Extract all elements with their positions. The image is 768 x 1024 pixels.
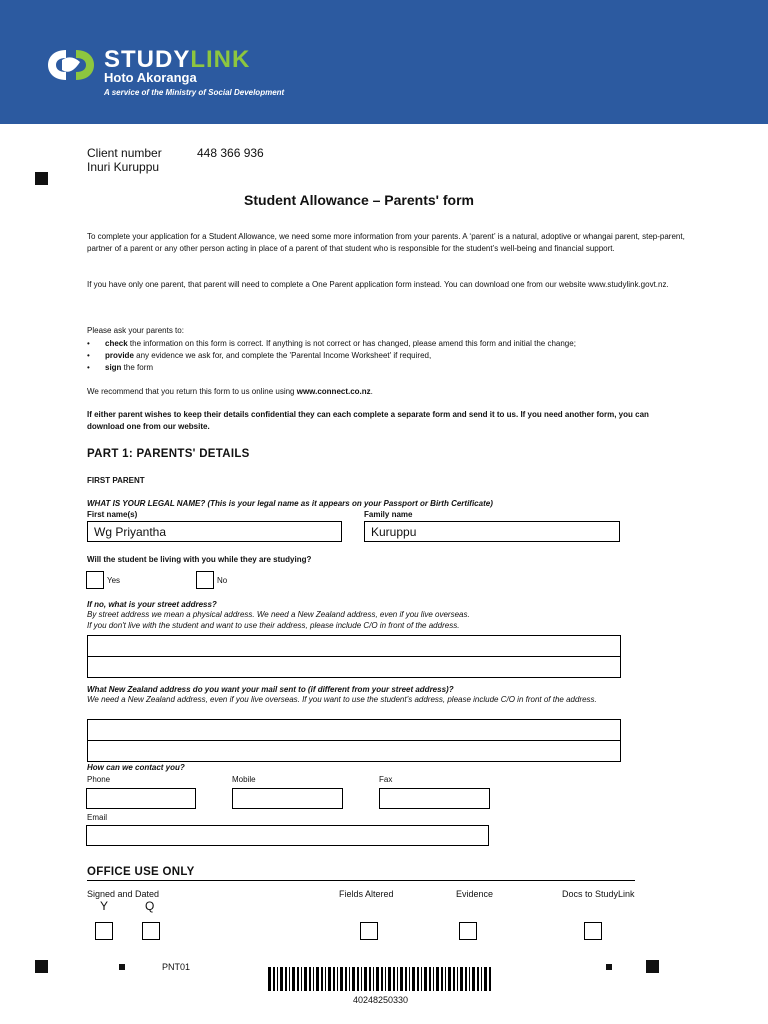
family-name-label: Family name: [364, 510, 413, 519]
barcode-bar: [340, 967, 343, 991]
mail-address-help: We need a New Zealand address, even if you live overseas. If you want to use the student’s address, please include C/O in front of the address.: [87, 695, 597, 704]
barcode-bar: [277, 967, 278, 991]
barcode-bar: [328, 967, 331, 991]
phone-field[interactable]: [86, 788, 196, 809]
barcode-bar: [297, 967, 299, 991]
barcode-bar: [273, 967, 275, 991]
barcode-bar: [477, 967, 479, 991]
list-item: • sign the form: [87, 363, 154, 372]
barcode-bar: [433, 967, 434, 991]
barcode-bar: [285, 967, 287, 991]
barcode-bar: [333, 967, 335, 991]
q-label: Q: [145, 899, 155, 913]
barcode-bar: [268, 967, 271, 991]
intro-paragraph: To complete your application for a Student Allowance, we need some more information from your parents. A ‘parent’ is a natural, adoptive or whangai parent, step-parent, partner of a parent or any other person acting in place of a parent of that student who is responsible for the student’s well-being and financial support.: [87, 232, 685, 253]
barcode-bar: [376, 967, 379, 991]
ask-parents-text: Please ask your parents to:: [87, 326, 184, 335]
barcode-bar: [364, 967, 367, 991]
office-use-heading: OFFICE USE ONLY: [87, 866, 195, 878]
family-name-field[interactable]: Kuruppu: [364, 521, 620, 542]
barcode-bar: [388, 967, 391, 991]
barcode-number: 40248250330: [352, 995, 409, 1005]
barcode-bar: [421, 967, 422, 991]
barcode-bar: [469, 967, 470, 991]
yes-checkbox[interactable]: [86, 571, 104, 589]
registration-mark: [646, 960, 659, 973]
docs-label: Docs to StudyLink: [562, 889, 635, 899]
barcode-bar: [448, 967, 451, 991]
recommend-text: We recommend that you return this form to us online using www.connect.co.nz.: [87, 387, 373, 396]
street-address-line2-field[interactable]: [87, 656, 621, 678]
form-code: PNT01: [162, 962, 191, 972]
page-title: Student Allowance – Parents' form: [244, 192, 474, 208]
barcode-bar: [429, 967, 431, 991]
barcode-bar: [472, 967, 475, 991]
yes-label: Yes: [107, 576, 121, 585]
barcode-bar: [304, 967, 307, 991]
barcode-bar: [405, 967, 407, 991]
connect-link[interactable]: www.connect.co.nz: [296, 387, 371, 396]
studylink-logo-icon: [48, 48, 94, 82]
fields-altered-checkbox[interactable]: [360, 922, 378, 940]
y-label: Y: [100, 899, 109, 913]
list-item: • provide any evidence we ask for, and complete the 'Parental Income Worksheet' if required,: [87, 351, 432, 360]
office-use-divider: [87, 880, 635, 881]
barcode-bar: [465, 967, 467, 991]
barcode-bar: [309, 967, 311, 991]
barcode-bar: [489, 967, 491, 991]
docs-checkbox[interactable]: [584, 922, 602, 940]
barcode-bar: [460, 967, 463, 991]
street-address-question: If no, what is your street address?: [87, 600, 217, 609]
barcode-bar: [412, 967, 415, 991]
barcode-bar: [352, 967, 355, 991]
brand-name: STUDYLINK: [104, 46, 251, 73]
brand-subtitle: Hoto Akoranga: [104, 70, 197, 85]
mobile-label: Mobile: [232, 775, 256, 784]
client-name: Inuri Kuruppu: [87, 160, 160, 174]
barcode-bar: [393, 967, 395, 991]
legal-name-question: WHAT IS YOUR LEGAL NAME? (This is your legal name as it appears on your Passport or Birth Certificate): [87, 499, 493, 508]
no-checkbox[interactable]: [196, 571, 214, 589]
barcode-bar: [280, 967, 283, 991]
barcode-bar: [369, 967, 371, 991]
barcode-bar: [409, 967, 410, 991]
fax-field[interactable]: [379, 788, 490, 809]
first-name-label: First name(s): [87, 510, 138, 519]
registration-mark: [119, 964, 125, 970]
fields-altered-label: Fields Altered: [339, 889, 394, 899]
mobile-field[interactable]: [232, 788, 343, 809]
barcode-bar: [357, 967, 359, 991]
client-number-label: Client number: [87, 146, 162, 160]
contact-question: How can we contact you?: [87, 763, 185, 772]
one-parent-paragraph: If you have only one parent, that parent will need to complete a One Parent application form instead. You can download one from our website www.studylink.govt.nz.: [87, 280, 669, 289]
street-address-help: By street address we mean a physical address. We need a New Zealand address, even if you live overseas.: [87, 610, 470, 619]
barcode-bar: [373, 967, 374, 991]
confidential-note: If either parent wishes to keep their details confidential they can each complete a separate form and send it to us. If you need another form, you can download one from our website.: [87, 410, 649, 431]
barcode-bar: [321, 967, 323, 991]
barcode-bar: [457, 967, 458, 991]
registration-mark: [606, 964, 612, 970]
barcode-bar: [361, 967, 362, 991]
barcode-bar: [436, 967, 439, 991]
street-address-help-co: If you don't live with the student and want to use their address, please include C/O in front of the address.: [87, 621, 460, 630]
signed-dated-label: Signed and Dated: [87, 889, 160, 899]
evidence-checkbox[interactable]: [459, 922, 477, 940]
barcode-bar: [400, 967, 403, 991]
barcode-bar: [397, 967, 398, 991]
barcode-bar: [349, 967, 350, 991]
barcode-bar: [292, 967, 295, 991]
barcode-bar: [445, 967, 446, 991]
brand-tagline: A service of the Ministry of Social Development: [104, 88, 285, 97]
list-item: • check the information on this form is correct. If anything is not correct or has changed, please amend this form and initial the change;: [87, 339, 576, 348]
registration-mark: [35, 172, 48, 185]
email-field[interactable]: [86, 825, 489, 846]
office-y-checkbox[interactable]: [95, 922, 113, 940]
barcode: [268, 967, 493, 991]
part1-heading: PART 1: PARENTS' DETAILS: [87, 448, 250, 460]
instruction-list: [87, 338, 647, 374]
barcode-bar: [385, 967, 386, 991]
fax-label: Fax: [379, 775, 393, 784]
first-name-field[interactable]: Wg Priyantha: [87, 521, 342, 542]
barcode-bar: [424, 967, 427, 991]
phone-label: Phone: [87, 775, 111, 784]
barcode-bar: [453, 967, 455, 991]
office-q-checkbox[interactable]: [142, 922, 160, 940]
barcode-bar: [316, 967, 319, 991]
client-number-value: 448 366 936: [197, 146, 264, 160]
barcode-bar: [481, 967, 482, 991]
mail-address-line1-field[interactable]: [87, 719, 621, 741]
living-question: Will the student be living with you while they are studying?: [87, 555, 312, 564]
barcode-bar: [313, 967, 314, 991]
barcode-bar: [337, 967, 338, 991]
registration-mark: [35, 960, 48, 973]
barcode-bar: [381, 967, 383, 991]
barcode-bar: [441, 967, 443, 991]
no-label: No: [217, 576, 228, 585]
first-parent-label: FIRST PARENT: [87, 476, 145, 485]
email-label: Email: [87, 813, 108, 822]
mail-address-line2-field[interactable]: [87, 740, 621, 762]
mail-address-question: What New Zealand address do you want your mail sent to (if different from your street address)?: [87, 685, 454, 694]
street-address-line1-field[interactable]: [87, 635, 621, 657]
barcode-bar: [301, 967, 302, 991]
barcode-bar: [325, 967, 326, 991]
barcode-bar: [484, 967, 487, 991]
barcode-bar: [417, 967, 419, 991]
barcode-bar: [345, 967, 347, 991]
evidence-label: Evidence: [456, 889, 494, 899]
barcode-bar: [289, 967, 290, 991]
